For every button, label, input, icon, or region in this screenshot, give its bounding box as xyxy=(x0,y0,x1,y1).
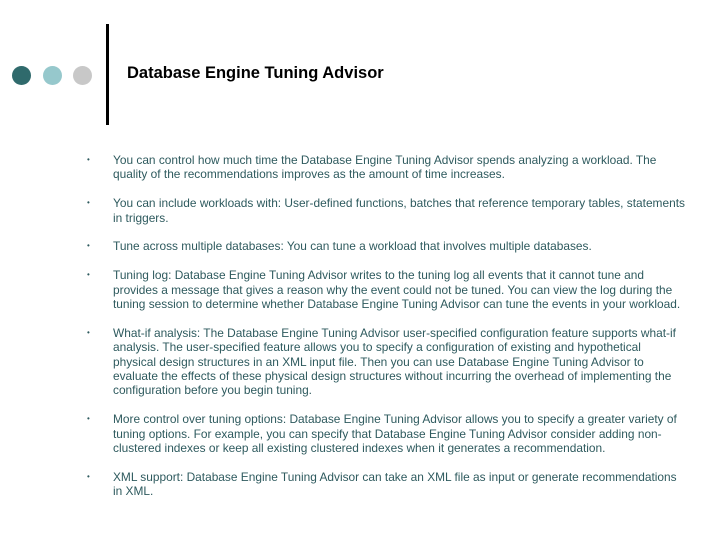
bullet-icon: • xyxy=(87,270,90,280)
bullet-item xyxy=(87,153,687,182)
bullet-list xyxy=(87,153,687,513)
bullet-text: XML support: Database Engine Tuning Advisor can take an XML file as input or generate recommendations in XML. xyxy=(113,469,677,499)
bullet-icon: • xyxy=(87,198,90,208)
bullet-item xyxy=(87,268,687,311)
decor-dot-dark xyxy=(12,66,31,85)
decor-dot-gray xyxy=(73,66,92,85)
bullet-item xyxy=(87,470,687,499)
bullet-text: Tune across multiple databases: You can tune a workload that involves multiple databases. xyxy=(113,239,592,254)
bullet-text: What-if analysis: The Database Engine Tuning Advisor user-specified configuration feature supports what-if analysis. The user-specified feature allows you to specify a configuration of existing and hypothetical physical design structures in an XML input file. Then you can use Database Engine Tuning Advisor to evaluate the effects of these physical design structures without incurring the overhead of implementing the configuration before you begin tuning. xyxy=(113,325,676,398)
decor-dot-light-teal xyxy=(43,66,62,85)
bullet-icon: • xyxy=(87,327,90,337)
bullet-item xyxy=(87,196,687,225)
title-divider-line xyxy=(106,24,109,125)
bullet-icon: • xyxy=(87,471,90,481)
bullet-icon: • xyxy=(87,155,90,164)
bullet-item xyxy=(87,239,687,253)
bullet-text: Tuning log: Database Engine Tuning Advisor writes to the tuning log all events that it cannot tune and provides a message that gives a reason why the event could not be tuned. You can view the log during the tuning session to determine whether Database Engine Tuning Advisor can tune the events in your workload. xyxy=(113,268,681,312)
bullet-icon: • xyxy=(87,414,90,424)
slide-title: Database Engine Tuning Advisor xyxy=(127,64,384,82)
bullet-text: You can include workloads with: User-defined functions, batches that reference temporary tables, statements in triggers. xyxy=(113,196,685,225)
bullet-item xyxy=(87,412,687,455)
bullet-text: More control over tuning options: Database Engine Tuning Advisor allows you to specify a greater variety of tuning options. For example, you can specify that Database Engine Tuning Advisor consider adding non-clustered indexes or keep all existing clustered indexes when it generates a recommendation. xyxy=(113,412,677,456)
bullet-item xyxy=(87,326,687,398)
bullet-icon: • xyxy=(87,241,90,251)
bullet-text: You can control how much time the Database Engine Tuning Advisor spends analyzing a workload. The quality of the recommendations improves as the amount of time increases. xyxy=(113,153,657,182)
